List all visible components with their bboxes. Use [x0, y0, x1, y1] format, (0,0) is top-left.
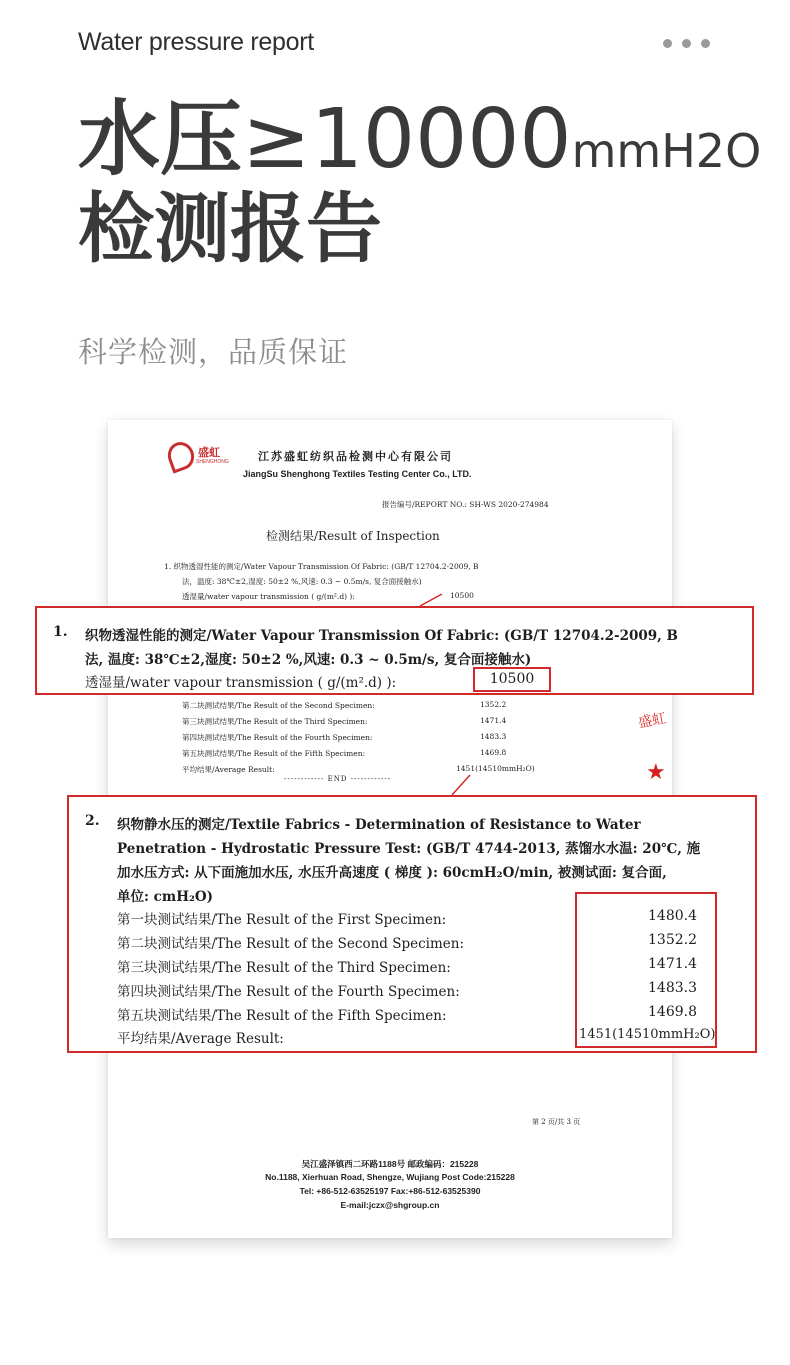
zoom2-row-value: 1483.3: [648, 980, 697, 996]
page-title-line2: 检测报告: [78, 184, 382, 273]
zoom1-value: 10500: [489, 671, 535, 687]
more-dots-icon[interactable]: [663, 39, 710, 48]
zoom2-row-label: 第二块测试结果/The Result of the Second Specimen:: [117, 936, 464, 952]
doc-row-label: 第二块测试结果/The Result of the Second Specimen:: [182, 701, 375, 710]
logo-en: SHENGHONG: [196, 459, 229, 465]
zoom2-row-label: 第一块测试结果/The Result of the First Specimen:: [117, 912, 447, 928]
zoom2-line4: 单位: cmH₂O): [117, 889, 214, 905]
title-unit: mmH2O: [571, 124, 762, 178]
footer-email: E-mail:jczx@shgroup.cn: [340, 1200, 440, 1210]
doc-row-value: 1352.2: [480, 700, 507, 709]
zoom2-row-label: 第四块测试结果/The Result of the Fourth Specimen:: [117, 984, 460, 1000]
doc-row-label: 第三块测试结果/The Result of the Third Specimen:: [182, 717, 368, 726]
zoom1-number: 1.: [53, 624, 68, 640]
zoom2-row-label: 第三块测试结果/The Result of the Third Specimen:: [117, 960, 451, 976]
doc-row-label: 第四块测试结果/The Result of the Fourth Specimen:: [182, 733, 373, 742]
zoom2-row-value: 1451(14510mmH₂O): [579, 1027, 716, 1042]
zoom-callout-hydrostatic: [67, 795, 757, 1053]
zoom2-row-value: 1471.4: [648, 956, 697, 972]
doc-row-value: 1483.3: [480, 732, 507, 741]
footer-address-en: No.1188, Xierhuan Road, Shengze, Wujiang Post Code:215228: [265, 1172, 515, 1182]
logo-name: 盛虹: [198, 446, 220, 459]
doc-row-value: 1451(14510mmH₂O): [456, 764, 535, 773]
zoom2-row-label: 平均结果/Average Result:: [117, 1031, 284, 1047]
zoom2-line3: 加水压方式: 从下面施加水压, 水压升高速度 ( 梯度 ): 60cmH₂O/min, 被测试面: 复合面,: [117, 865, 667, 881]
page-title-line1: [78, 94, 761, 197]
page-number: 第 2 页/共 3 页: [532, 1118, 581, 1126]
zoom1-line3: 透湿量/water vapour transmission ( g/(m².d) ):: [85, 675, 397, 691]
doc-row-label: 平均结果/Average Result:: [182, 765, 275, 774]
eyebrow-title: Water pressure report: [78, 28, 314, 56]
doc-line-1: 1. 织物透湿性能的测定/Water Vapour Transmission Of Fabric: (GB/T 12704.2-2009, B: [164, 562, 479, 571]
footer-address-cn: 吴江盛泽镇西二环路1188号 邮政编码：215228: [301, 1159, 479, 1169]
zoom2-row-value: 1469.8: [648, 1004, 697, 1020]
report-number: 报告编号/REPORT NO.: SH-WS 2020-274984: [382, 500, 549, 509]
doc-row-value: 1469.8: [480, 748, 507, 757]
zoom2-row-label: 第五块测试结果/The Result of the Fifth Specimen:: [117, 1008, 447, 1024]
zoom2-row-value: 1352.2: [648, 932, 697, 948]
footer-contact: Tel: +86-512-63525197 Fax:+86-512-63525390: [299, 1186, 481, 1196]
zoom2-line1: 织物静水压的测定/Textile Fabrics - Determination of Resistance to Water: [117, 817, 641, 833]
result-title: 检测结果/Result of Inspection: [266, 529, 440, 543]
shenghong-logo-icon: [168, 442, 228, 472]
doc-row-value: 1471.4: [480, 716, 507, 725]
doc-row-label: 第五块测试结果/The Result of the Fifth Specimen:: [182, 749, 366, 758]
doc-line-2: 法，温度: 38℃±2,湿度: 50±2 %,风速: 0.3 ~ 0.5m/s, 复合面接触水): [182, 577, 422, 586]
end-mark: ------------ END ------------: [284, 775, 392, 783]
zoom2-line2: Penetration - Hydrostatic Pressure Test: (GB/T 4744-2013, 蒸馏水水温: 20℃, 施: [117, 841, 701, 857]
zoom1-line1: 织物透湿性能的测定/Water Vapour Transmission Of Fabric: (GB/T 12704.2-2009, B: [85, 628, 678, 644]
zoom1-line2: 法, 温度: 38℃±2,湿度: 50±2 %,风速: 0.3 ~ 0.5m/s, 复合面接触水): [85, 652, 532, 668]
doc-line-3: 透湿量/water vapour transmission ( g/(m².d) ):: [182, 592, 355, 601]
zoom-callout-vapour: [35, 606, 754, 695]
company-stamp: 盛虹: [636, 710, 668, 732]
page-subtitle: 科学检测，品质保证: [78, 335, 349, 369]
company-name-cn: 江苏盛虹纺织品检测中心有限公司: [258, 450, 453, 463]
zoom2-number: 2.: [85, 813, 100, 829]
doc-line-3-value: 10500: [450, 591, 474, 600]
zoom2-row-value: 1480.4: [648, 908, 697, 924]
title-cn: 水压: [78, 92, 243, 187]
star-icon: ★: [646, 760, 666, 785]
title-value: 10000: [310, 92, 572, 187]
title-symbol: ≥: [242, 92, 311, 187]
company-name-en: JiangSu Shenghong Textiles Testing Center Co., LTD.: [243, 469, 472, 479]
